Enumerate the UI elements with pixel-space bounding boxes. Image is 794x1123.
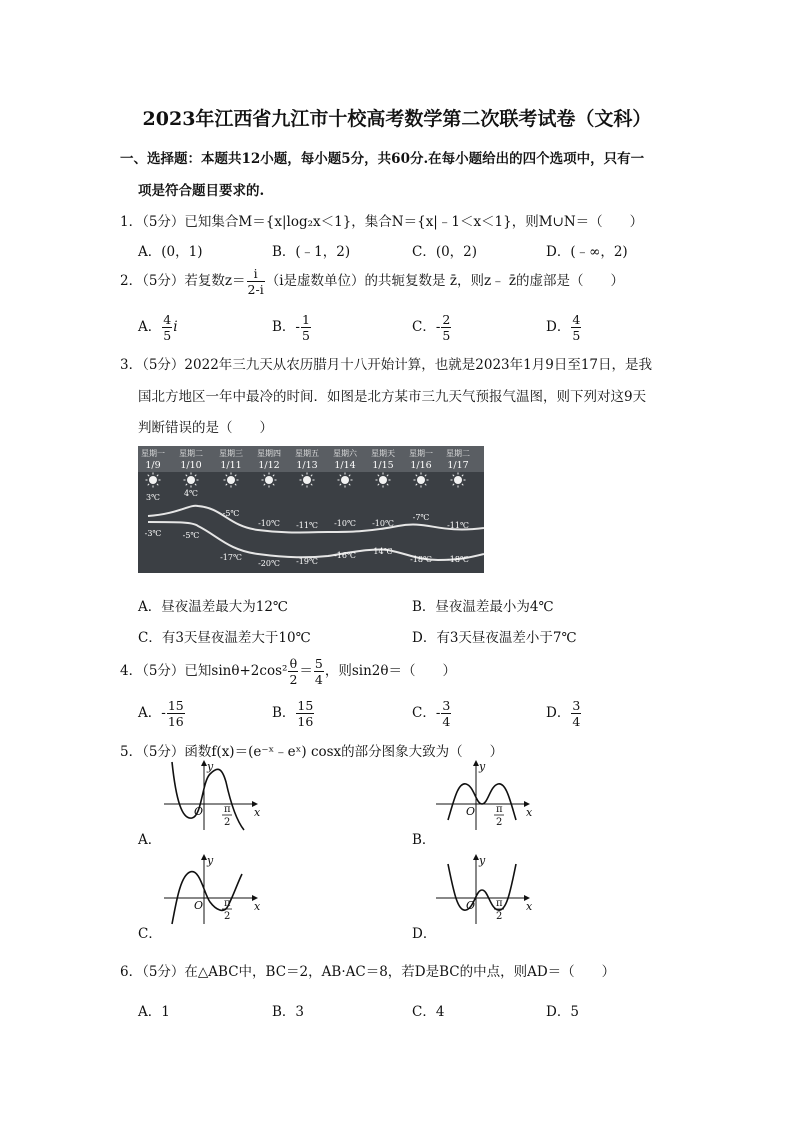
x-axis-label: x xyxy=(254,806,260,819)
section-heading-line2: 项是符合题目要求的. xyxy=(138,183,265,199)
two-label: 2 xyxy=(224,911,231,922)
q2-fraction: $\frac{i}{2-i}$ xyxy=(247,266,264,297)
q5-stem: 5．（5分）函数f(x)＝(e⁻ˣ﹣eˣ) cosx的部分图象大致为（ ） xyxy=(120,744,504,760)
x-axis-label: x xyxy=(254,900,260,913)
q2-option-a: A． $\frac{4}{5}$ i xyxy=(138,312,178,343)
pi-label: π xyxy=(224,804,231,815)
weather-low-label: -18℃ xyxy=(410,555,432,564)
weather-high-label: -10℃ xyxy=(334,519,356,528)
weather-weekday: 星期四 xyxy=(257,449,281,458)
weather-low-label: -19℃ xyxy=(296,557,318,566)
q4-option-c: C．- $\frac{3}{4}$ xyxy=(412,698,451,729)
section-heading-line1: 一、选择题：本题共12小题，每小题5分，共60分.在每小题给出的四个选项中，只有一 xyxy=(120,151,645,167)
q5-label-c: C． xyxy=(138,926,162,942)
q5-label-a: A． xyxy=(138,832,162,848)
q6-option-d: D．5 xyxy=(546,1004,579,1020)
weather-low-label: -20℃ xyxy=(258,559,280,568)
sun-icon xyxy=(227,476,235,484)
q1-option-a: A．(0，1) xyxy=(138,244,203,260)
q2-option-c: C．- $\frac{2}{5}$ xyxy=(412,312,451,343)
weather-date: 1/15 xyxy=(372,460,394,471)
y-axis-label: y xyxy=(207,760,214,773)
q4-stem: 4．（5分）已知sinθ+2cos² $\frac{\theta}{2}$ ＝ $\frac{5}{4}$ ，则sin2θ＝（ ） xyxy=(120,656,457,687)
weather-low-label: -5℃ xyxy=(182,531,200,540)
weather-weekday: 星期二 xyxy=(446,449,470,458)
weather-low-label: -18℃ xyxy=(447,555,469,564)
q5-label-b: B． xyxy=(412,832,436,848)
q1-option-b: B．(﹣1，2) xyxy=(272,244,351,260)
origin-label: O xyxy=(466,805,476,818)
q6-option-a: A．1 xyxy=(138,1004,170,1020)
q5-graph-a xyxy=(160,760,260,836)
q3-line1: 3．（5分）2022年三九天从农历腊月十八开始计算，也就是2023年1月9日至17日，是我 xyxy=(120,357,652,373)
pi-label: π xyxy=(496,804,503,815)
function-curve xyxy=(448,864,516,910)
q4-option-a: A．- $\frac{15}{16}$ xyxy=(138,698,184,729)
weather-weekday: 星期天 xyxy=(371,449,395,458)
weather-date: 1/16 xyxy=(410,460,432,471)
weather-high-label: -5℃ xyxy=(222,509,240,518)
sun-icon xyxy=(454,476,462,484)
weather-date: 1/9 xyxy=(145,460,161,471)
weather-high-label: 4℃ xyxy=(183,489,199,498)
q5-graph-c xyxy=(160,854,260,930)
weather-date: 1/17 xyxy=(447,460,469,471)
q2-option-d: D． $\frac{4}{5}$ xyxy=(546,312,581,343)
sun-icon xyxy=(187,476,195,484)
sun-icon xyxy=(379,476,387,484)
q3-option-c: C．有3天昼夜温差大于10℃ xyxy=(138,630,311,646)
weather-low-label: 14℃ xyxy=(373,547,393,556)
origin-label: O xyxy=(194,899,204,912)
q5-graph-b xyxy=(432,760,532,836)
function-curve xyxy=(448,784,516,820)
sun-icon xyxy=(265,476,273,484)
pi-label: π xyxy=(496,898,503,909)
weather-date: 1/13 xyxy=(296,460,318,471)
sun-icon xyxy=(149,476,157,484)
sun-icon xyxy=(303,476,311,484)
q3-option-a: A．昼夜温差最大为12℃ xyxy=(138,599,289,615)
y-axis-label: y xyxy=(479,760,486,773)
q4-option-b: B． $\frac{15}{16}$ xyxy=(272,698,314,729)
weather-low-label: -17℃ xyxy=(220,553,242,562)
y-axis-label: y xyxy=(207,854,214,867)
weather-high-label: -10℃ xyxy=(372,519,394,528)
weather-date: 1/10 xyxy=(180,460,202,471)
weather-high-label: -10℃ xyxy=(258,519,280,528)
q1-option-c: C．(0，2) xyxy=(412,244,478,260)
page-title: 2023年江西省九江市十校高考数学第二次联考试卷（文科） xyxy=(142,108,652,130)
weather-weekday: 星期一 xyxy=(409,449,433,458)
weather-weekday: 星期六 xyxy=(333,449,357,458)
q2-stem-a: 2．（5分）若复数z＝ xyxy=(120,273,246,289)
q3-option-d: D．有3天昼夜温差小于7℃ xyxy=(412,630,577,646)
weather-high-label: -11℃ xyxy=(296,521,318,530)
weather-date: 1/11 xyxy=(220,460,242,471)
sun-icon xyxy=(341,476,349,484)
q4-option-d: D． $\frac{3}{4}$ xyxy=(546,698,581,729)
weather-weekday: 星期三 xyxy=(219,449,243,458)
two-label: 2 xyxy=(496,817,503,828)
weather-forecast-image xyxy=(138,446,484,573)
weather-high-label: 3℃ xyxy=(145,493,161,502)
weather-date: 1/12 xyxy=(258,460,280,471)
q2-option-b: B．- $\frac{1}{5}$ xyxy=(272,312,310,343)
weather-low-label: -16℃ xyxy=(334,551,356,560)
q1-stem: 1．（5分）已知集合M＝{x|log₂x＜1}，集合N＝{x|﹣1＜x＜1}，则M∪N＝（ ） xyxy=(120,214,644,230)
q5-label-d: D． xyxy=(412,926,437,942)
weather-date: 1/14 xyxy=(334,460,356,471)
weather-weekday: 星期二 xyxy=(179,449,203,458)
origin-label: O xyxy=(466,899,476,912)
q2-stem xyxy=(120,266,624,297)
q6-option-c: C．4 xyxy=(412,1004,445,1020)
weather-high-label: -7℃ xyxy=(412,513,430,522)
two-label: 2 xyxy=(224,817,231,828)
x-axis-label: x xyxy=(526,900,532,913)
weather-weekday: 星期一 xyxy=(141,449,165,458)
q5-graph-d xyxy=(432,854,532,930)
q3-line2: 国北方地区一年中最冷的时间．如图是北方某市三九天气预报气温图，则下列对这9天 xyxy=(138,389,647,405)
x-axis-label: x xyxy=(526,806,532,819)
weather-low-label: -3℃ xyxy=(144,529,162,538)
q3-option-b: B．昼夜温差最小为4℃ xyxy=(412,599,554,615)
weather-weekday: 星期五 xyxy=(295,449,319,458)
pi-label: π xyxy=(224,898,231,909)
q3-line3: 判断错误的是（ ） xyxy=(138,420,273,436)
q1-option-d: D．(﹣∞，2) xyxy=(546,244,628,260)
y-axis-label: y xyxy=(479,854,486,867)
weather-high-label: -11℃ xyxy=(447,521,469,530)
q6-option-b: B．3 xyxy=(272,1004,305,1020)
origin-label: O xyxy=(194,805,204,818)
q6-stem: 6．（5分）在△ABC中，BC＝2，AB·AC＝8，若D是BC的中点，则AD＝（ ） xyxy=(120,964,616,980)
two-label: 2 xyxy=(496,911,503,922)
sun-icon xyxy=(417,476,425,484)
q2-stem-b: （i是虚数单位）的共轭复数是 z̄，则z﹣ z̄的虚部是（ ） xyxy=(265,273,624,289)
weather-chart xyxy=(138,446,484,573)
